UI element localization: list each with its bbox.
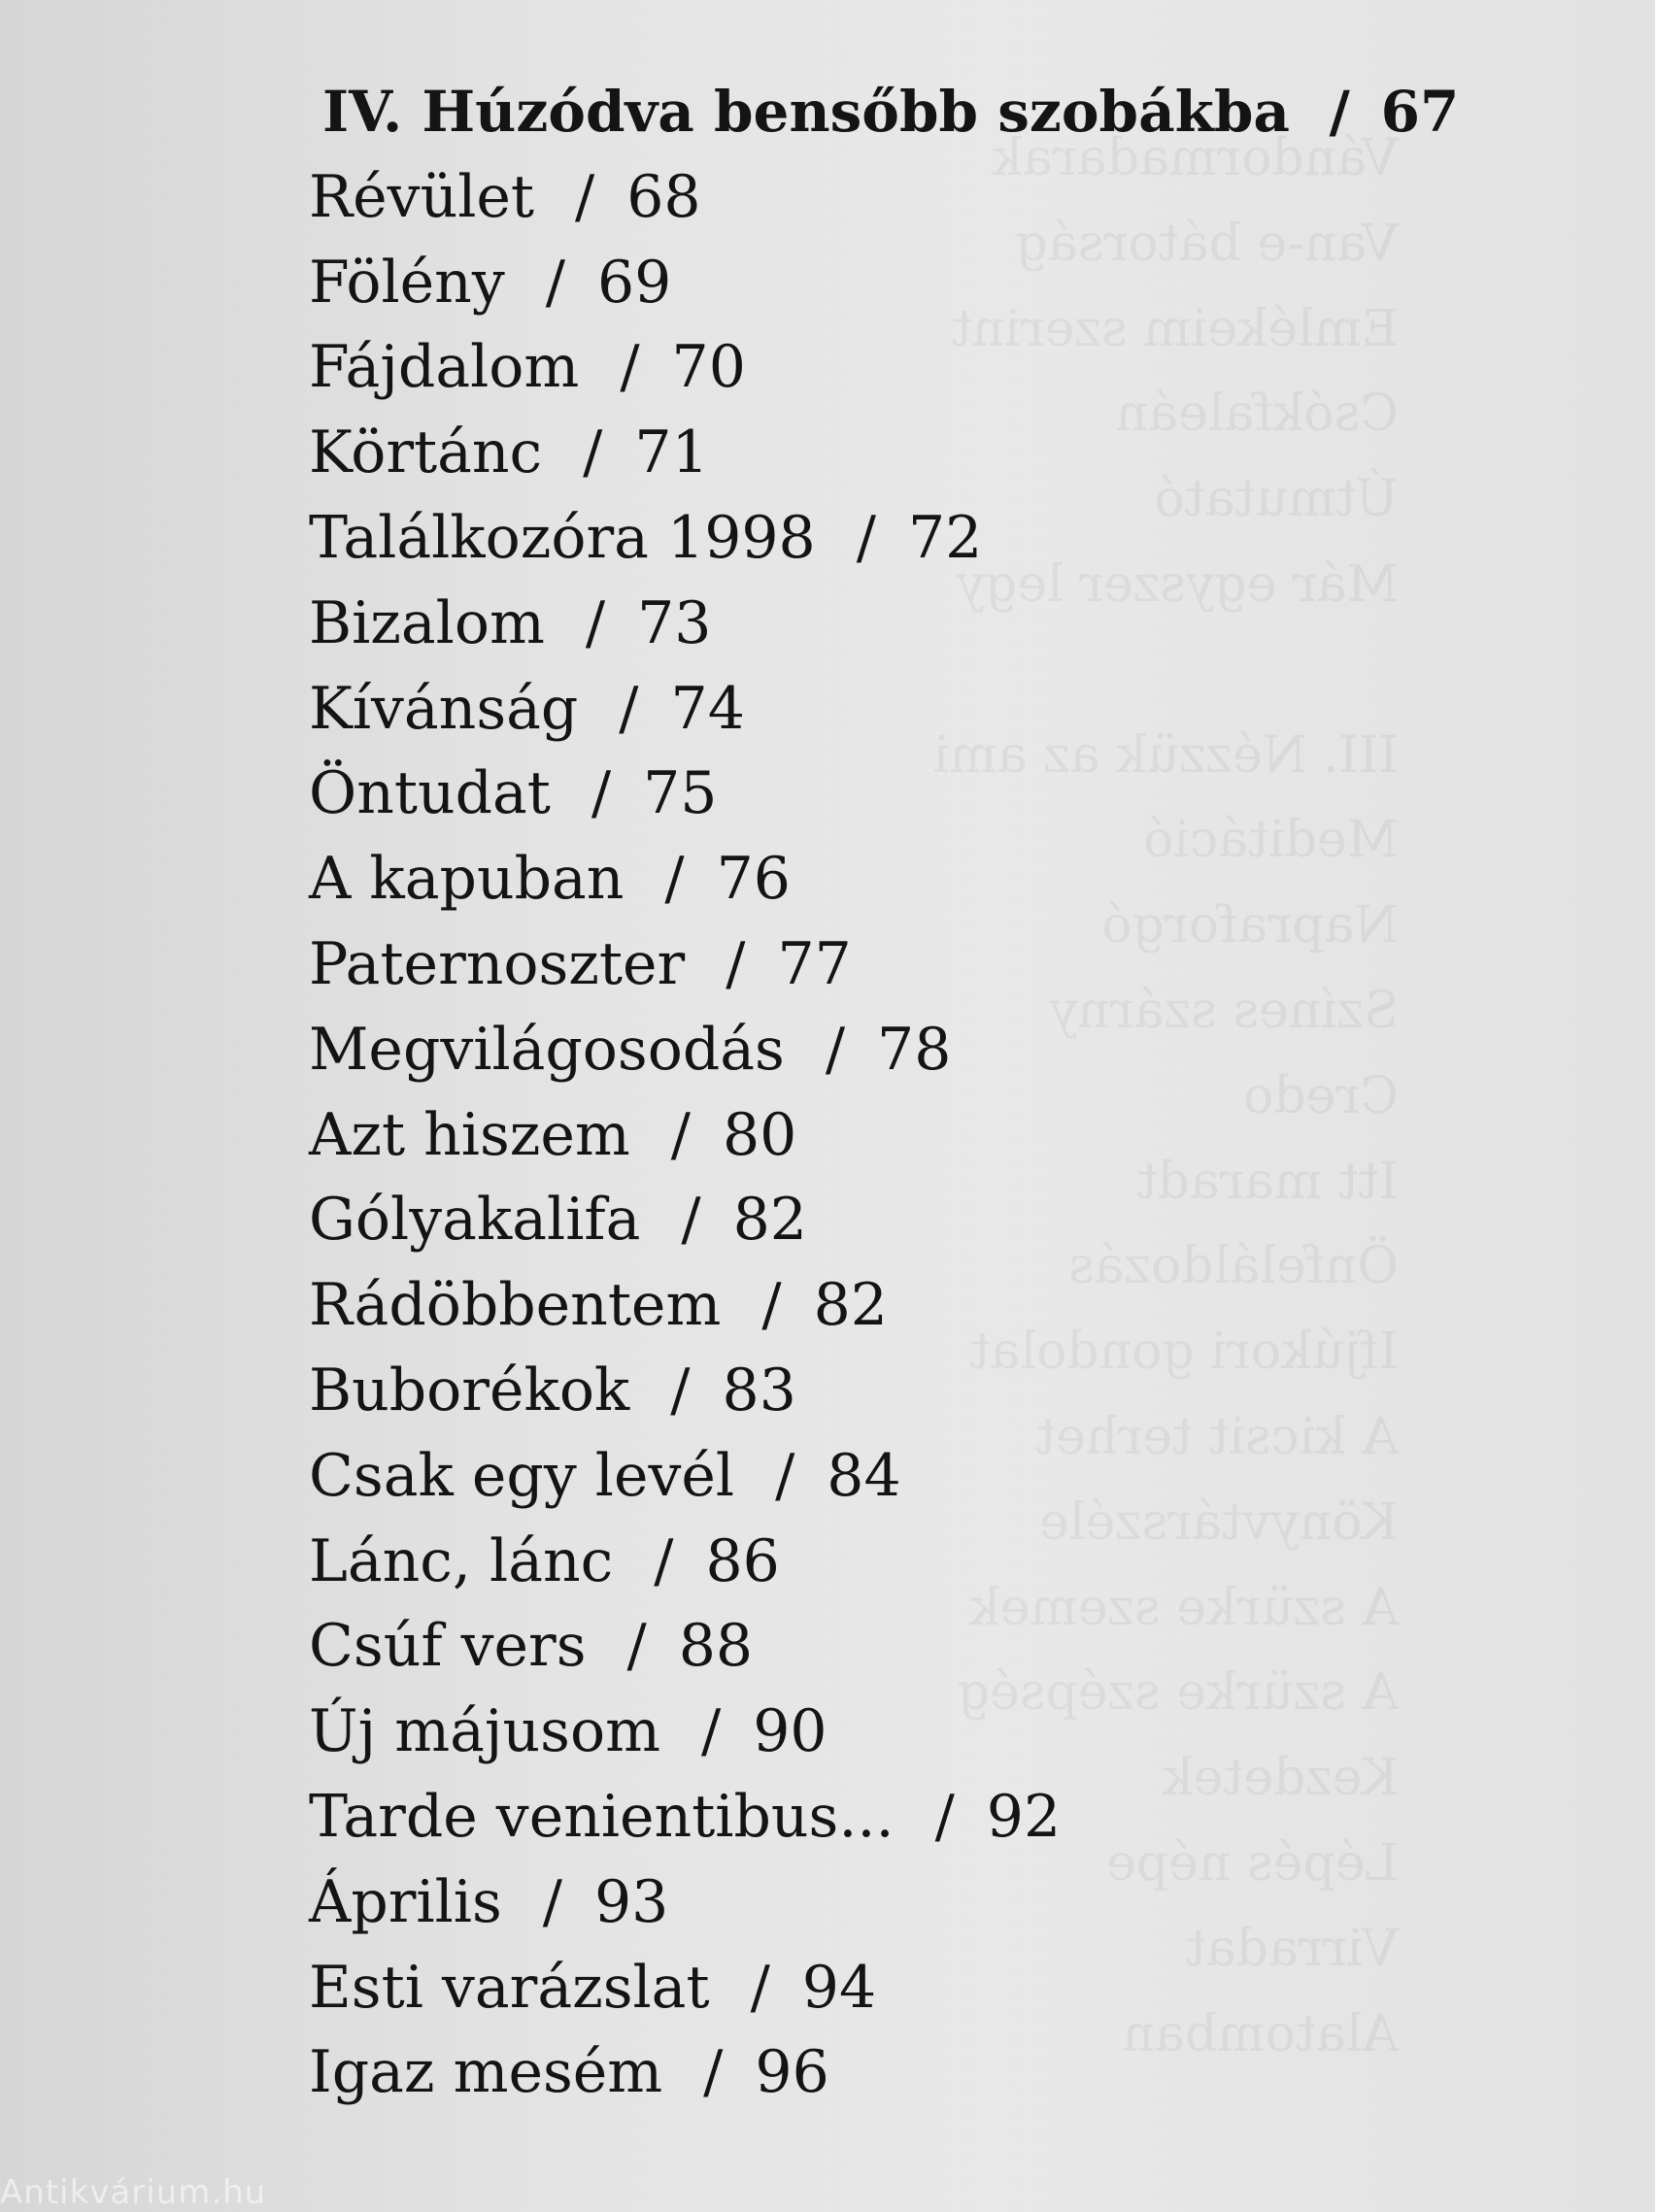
toc-entry [309,582,1426,667]
toc-separator: / [934,1782,955,1851]
toc-entry [309,837,1426,922]
toc-entry-title: Gólyakalifa [309,1186,641,1255]
toc-entry-page: 82 [813,1271,888,1340]
toc-entry-title: Révület [309,162,535,231]
toc-separator: / [542,1867,562,1936]
toc-entry [309,1604,1426,1690]
toc-separator: / [575,162,595,231]
toc-entry [309,1946,1426,2031]
toc-entry-page: 84 [827,1441,901,1510]
toc-separator: / [670,1100,691,1169]
toc-entry-title: Találkozóra 1998 [309,503,816,572]
toc-entry [309,1520,1426,1605]
watermark: Antikvárium.hu [0,2173,267,2212]
toc-separator: / [681,1186,701,1255]
toc-entry [309,1263,1426,1349]
toc-entry [309,1178,1426,1263]
table-of-contents [309,70,1460,2116]
toc-entry-title: Öntudat [309,759,551,828]
toc-entry-page: 80 [722,1100,797,1169]
toc-separator: / [585,588,606,657]
toc-entry-title: Kívánság [309,674,579,743]
toc-entry [309,325,1426,411]
toc-entry [309,1093,1426,1179]
toc-entry-title: Buborékok [309,1356,630,1424]
toc-entry [309,1434,1426,1520]
toc-entry-page: 74 [670,674,745,743]
toc-entry-page: 69 [596,248,672,317]
toc-entry-title: Paternoszter [309,929,686,998]
toc-separator: / [703,2038,724,2107]
toc-separator: / [664,845,685,914]
toc-separator: / [700,1697,722,1766]
toc-entry-title: Tarde venientibus... [309,1782,895,1851]
toc-separator: / [619,674,639,743]
toc-entry-title: Igaz mesém [309,2038,663,2107]
toc-separator: / [583,419,603,487]
toc-entry-title: Megvilágosodás [309,1015,785,1084]
toc-entry-title: Rádöbbentem [309,1271,722,1340]
toc-entry-page: 71 [634,419,709,487]
toc-separator: / [654,1526,674,1595]
toc-entry [309,1349,1426,1434]
toc-separator: / [626,1612,647,1681]
toc-entry [309,752,1426,837]
toc-entry-page: 75 [643,759,718,828]
toc-entry-title: Körtánc [309,419,543,487]
toc-entry [309,922,1426,1008]
toc-entry-page: 93 [594,1867,669,1936]
toc-separator: / [726,929,746,998]
toc-entry-title: Esti varázslat [309,1953,710,2022]
toc-entry-title: A kapuban [309,845,625,914]
toc-entry [309,2030,1426,2116]
toc-entry-page: 78 [877,1015,952,1084]
toc-separator: / [761,1271,782,1340]
toc-entry-page: 88 [678,1612,754,1681]
toc-separator: / [856,503,876,572]
toc-entry [309,667,1426,753]
toc-entry-page: 73 [637,588,712,657]
toc-entry-title: Fájdalom [309,333,580,402]
toc-entry [309,1008,1426,1093]
toc-separator: / [750,1953,770,2022]
show-through-text: Vándormadarak Van-e bátorság Emlékeim szerint Csókfaleán Útmutató Már egyszer legy III. Nézzük az ami Meditáció Napraforgó Színes szárny Credo Itt maradt Önfeláldozás Ifjúkori gondolat A kicsit terhet Könyvtárszéle A szürke szemek A szürke szépség Kezdetek Lépés népe Virradat Alatomban [932,129,1399,2063]
toc-entry [309,241,1426,326]
toc-entry-title: Fölény [309,248,505,317]
toc-entry-title: Azt hiszem [309,1100,630,1169]
toc-entry-title: Csak egy levél [309,1441,735,1510]
toc-separator: / [620,333,640,402]
toc-entry-page: 76 [716,845,791,914]
toc-entry-page: 86 [705,1526,780,1595]
toc-entry-title: Lánc, lánc [309,1526,614,1595]
toc-entry [309,496,1426,582]
toc-entry-title: Csúf vers [309,1612,587,1681]
toc-separator: / [1329,79,1350,145]
toc-separator: / [825,1015,846,1084]
toc-entry [309,1860,1426,1946]
toc-entry-title: Új májusom [309,1697,660,1766]
toc-entry [309,411,1426,496]
toc-heading [322,70,1460,155]
toc-separator: / [545,248,565,317]
toc-entry-page: 92 [986,1782,1062,1851]
toc-entry-page: 77 [777,929,852,998]
toc-entry [309,155,1426,241]
toc-entry-title: Április [309,1867,502,1936]
toc-entry-page: 68 [626,162,701,231]
toc-entry-page: 70 [671,333,746,402]
toc-separator: / [591,759,612,828]
toc-separator: / [775,1441,795,1510]
toc-heading-title: IV. Húzódva bensőbb szobákba [322,79,1290,145]
toc-entry [309,1690,1426,1775]
toc-entry-page: 72 [907,503,983,572]
toc-entry-page: 90 [753,1697,828,1766]
toc-entry [309,1775,1426,1860]
toc-entry-page: 82 [732,1186,807,1255]
toc-heading-page: 67 [1380,79,1460,145]
toc-entry-page: 83 [722,1356,796,1424]
toc-entry-list [309,155,1426,2116]
toc-entry-page: 94 [801,1953,877,2022]
toc-entry-page: 96 [755,2038,829,2107]
toc-separator: / [670,1356,691,1424]
toc-entry-title: Bizalom [309,588,545,657]
